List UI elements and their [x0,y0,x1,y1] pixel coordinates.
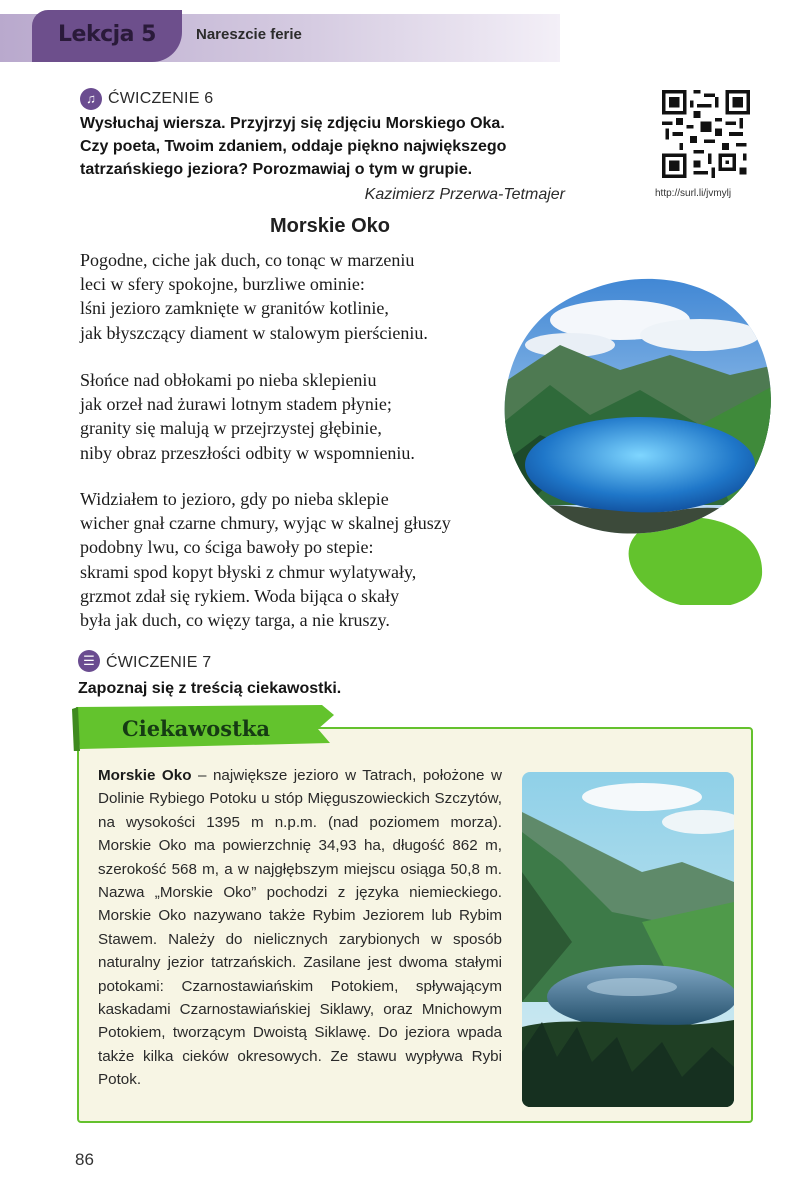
facts-title: Ciekawostka [122,716,270,741]
exercise-7-instruction: Zapoznaj się z treścią ciekawostki. [78,680,342,697]
poem-stanza [80,248,428,345]
exercise-6-instruction [80,112,506,181]
facts-text [98,764,502,1092]
poem-line: Pogodne, ciche jak duch, co tonąc w marzeniu [80,250,415,270]
poem-line: skrami spod kopyt błyski z chmur wylatywały, [80,561,417,582]
exercise-7-label: ĆWICZENIE 7 [106,654,212,671]
qr-code[interactable] [660,90,752,178]
poem-stanza [80,368,415,465]
poem-line: leci w sfery spokojne, burzliwe ominie: [80,274,365,295]
lesson-subtitle: Nareszcie ferie [196,26,302,43]
poem-line: granity się malują w przejrzystej głębinie, [80,418,382,439]
poem-stanza [80,487,451,632]
lesson-label: Lekcja 5 [58,22,156,47]
poem-line: grzmot zdał się rykiem. Woda bijąca o skały [80,585,400,606]
book-icon: ☰ [78,650,100,672]
lake-photo-bottom [522,772,734,1107]
poem-line: lśni jezioro zamknięte w granitów kotlinie, [80,298,389,319]
facts-term: Morskie Oko [98,767,192,784]
poem-line: podobny lwu, co ściga bawoły po stepie: [80,537,374,558]
exercise-6-label: ĆWICZENIE 6 [108,90,214,107]
poem-author: Kazimierz Przerwa-Tetmajer [364,186,565,203]
qr-url[interactable]: http://surl.li/jvmylj [655,188,732,199]
poem-line: była jak duch, co więzy targa, a nie kruszy. [80,610,390,631]
instruction-line: tatrzańskiego jeziora? Porozmawiaj o tym w grupie. [80,161,473,178]
instruction-line: Czy poeta, Twoim zdaniem, oddaje piękno największego [80,138,507,155]
instruction-line: Wysłuchaj wiersza. Przyjrzyj się zdjęciu Morskiego Oka. [80,115,505,132]
poem-line: Widziałem to jezioro, gdy po nieba sklepie [80,489,389,509]
headphones-icon: ♫ [80,88,102,110]
poem-line: Słońce nad obłokami po nieba sklepieniu [80,370,377,390]
poem-line: wicher gnał czarne chmury, wyjąc w skalnej głuszy [80,513,451,534]
poem-line: niby obraz przeszłości odbity w wspomnieniu. [80,442,415,463]
page-number: 86 [75,1150,94,1169]
poem-title: Morskie Oko [269,215,391,237]
facts-body: – największe jezioro w Tatrach, położone w Dolinie Rybiego Potoku u stóp Mięguszowieckich Szczytów, na wysokości 1395 m n.p.m. (nad poziomem morza). Morskie Oko ma powierzchnię 34,93 ha, długość 862 m, szerokość 568 m, a w najgłębszym miejscu osiąga 50,8 m. Nazwa „Morskie Oko” pochodzi z języka niemieckiego. Morskie Oko nazywano także Rybim Jeziorem lub Rybim Stawem. Należy do nielicznych zarybionych w sposób naturalny jezior tatrzańskich. Zasilane jest dwoma stałymi potokami: Czarnostawiańskim Potokiem, spływającym kaskadami Czarnostawiańskiej Siklawy, oraz Mnichowym Potokiem, tworzącym Dwoistą Siklawę. Do jeziora wpada także kilka cieków okresowych. Ze stawu wypływa Rybi Potok. [98,767,502,1089]
poem-line: jak orzeł nad żurawi lotnym stadem płynie; [80,394,392,415]
lake-photo-top [500,275,775,605]
poem-line: jak błyszczący diament w stalowym pierścieniu. [80,322,428,343]
